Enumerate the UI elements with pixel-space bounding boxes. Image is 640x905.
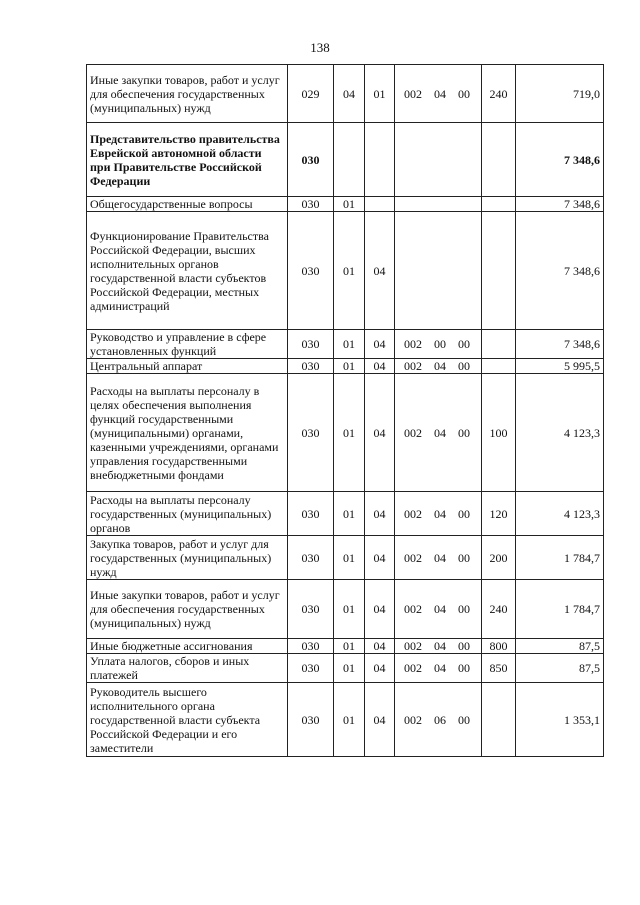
- row-name-cell: Руководство и управление в сфере установленных функций: [87, 330, 288, 359]
- ved-code-cell: 030: [288, 212, 334, 330]
- section-code-cell: 01: [334, 654, 365, 683]
- target-article-cell: [395, 536, 482, 580]
- table-row: [87, 374, 604, 492]
- table-row: [87, 197, 604, 212]
- target-article-cell: [395, 374, 482, 492]
- amount-cell: 1 353,1: [516, 683, 604, 757]
- row-name-cell: Закупка товаров, работ и услуг для государственных (муниципальных) нужд: [87, 536, 288, 580]
- budget-table: [86, 64, 604, 757]
- row-name-cell: Иные закупки товаров, работ и услуг для обеспечения государственных (муниципальных) нужд: [87, 580, 288, 639]
- amount-cell: 5 995,5: [516, 359, 604, 374]
- ved-code-cell: 030: [288, 359, 334, 374]
- row-name-cell: Расходы на выплаты персоналу государственных (муниципальных) органов: [87, 492, 288, 536]
- target-article-part: 04: [434, 506, 446, 521]
- expense-type-cell: 240: [482, 65, 516, 123]
- amount-cell: 7 348,6: [516, 212, 604, 330]
- subsection-code-cell: 04: [365, 580, 395, 639]
- target-article-part: 04: [434, 639, 446, 653]
- target-article-part: 04: [434, 86, 446, 101]
- amount-cell: 719,0: [516, 65, 604, 123]
- target-article-cell: [395, 492, 482, 536]
- subsection-code-cell: 04: [365, 359, 395, 374]
- expense-type-cell: [482, 330, 516, 359]
- target-article-part: 002: [404, 712, 422, 727]
- row-name-cell: Иные бюджетные ассигнования: [87, 639, 288, 654]
- ved-code-cell: 030: [288, 683, 334, 757]
- row-name-cell: Представительство правительства Еврейской автономной области при Правительстве Российской Федерации: [87, 123, 288, 197]
- section-code-cell: 01: [334, 359, 365, 374]
- target-article-part: 002: [404, 359, 422, 373]
- page-number: 138: [310, 40, 330, 55]
- table-row: [87, 492, 604, 536]
- section-code-cell: 01: [334, 374, 365, 492]
- target-article-cell: [395, 330, 482, 359]
- expense-type-cell: [482, 197, 516, 212]
- target-article-part: 00: [458, 639, 470, 653]
- amount-cell: 7 348,6: [516, 197, 604, 212]
- section-code-cell: 04: [334, 65, 365, 123]
- ved-code-cell: 030: [288, 123, 334, 197]
- expense-type-cell: 120: [482, 492, 516, 536]
- table-row: [87, 639, 604, 654]
- subsection-code-cell: 04: [365, 492, 395, 536]
- subsection-code-cell: [365, 123, 395, 197]
- target-article-part: 00: [458, 359, 470, 373]
- target-article-cell: [395, 683, 482, 757]
- row-name-cell: Расходы на выплаты персоналу в целях обеспечения выполнения функций государственными (муниципальными) органами, казенными учреждениями, органами управления государственными внебюджетными фондами: [87, 374, 288, 492]
- target-article-part: 06: [434, 712, 446, 727]
- table-row: [87, 65, 604, 123]
- target-article-part: 04: [434, 550, 446, 565]
- target-article-cell: [395, 65, 482, 123]
- target-article-part: 002: [404, 506, 422, 521]
- expense-type-cell: [482, 359, 516, 374]
- target-article-part: 00: [458, 550, 470, 565]
- expense-type-cell: [482, 683, 516, 757]
- section-code-cell: 01: [334, 197, 365, 212]
- budget-table-body: [87, 65, 604, 757]
- target-article-part: 04: [434, 602, 446, 616]
- expense-type-cell: 800: [482, 639, 516, 654]
- target-article-part: 00: [458, 86, 470, 101]
- target-article-cell: [395, 580, 482, 639]
- subsection-code-cell: 04: [365, 639, 395, 654]
- expense-type-cell: 100: [482, 374, 516, 492]
- section-code-cell: 01: [334, 580, 365, 639]
- target-article-part: 00: [458, 506, 470, 521]
- subsection-code-cell: 01: [365, 65, 395, 123]
- amount-cell: 4 123,3: [516, 492, 604, 536]
- ved-code-cell: 029: [288, 65, 334, 123]
- target-article-part: 002: [404, 550, 422, 565]
- subsection-code-cell: 04: [365, 374, 395, 492]
- ved-code-cell: 030: [288, 654, 334, 683]
- row-name-cell: Руководитель высшего исполнительного органа государственной власти субъекта Российской Федерации и его заместители: [87, 683, 288, 757]
- target-article-part: 00: [458, 661, 470, 675]
- section-code-cell: 01: [334, 639, 365, 654]
- section-code-cell: 01: [334, 683, 365, 757]
- target-article-part: 002: [404, 86, 422, 101]
- table-row: [87, 123, 604, 197]
- row-name-cell: Иные закупки товаров, работ и услуг для обеспечения государственных (муниципальных) нужд: [87, 65, 288, 123]
- row-name-cell: Центральный аппарат: [87, 359, 288, 374]
- target-article-part: 00: [458, 337, 470, 351]
- section-code-cell: 01: [334, 330, 365, 359]
- amount-cell: 1 784,7: [516, 536, 604, 580]
- section-code-cell: [334, 123, 365, 197]
- target-article-cell: [395, 639, 482, 654]
- amount-cell: 7 348,6: [516, 330, 604, 359]
- ved-code-cell: 030: [288, 330, 334, 359]
- subsection-code-cell: 04: [365, 536, 395, 580]
- table-row: [87, 654, 604, 683]
- section-code-cell: 01: [334, 212, 365, 330]
- expense-type-cell: 240: [482, 580, 516, 639]
- target-article-cell: [395, 197, 482, 212]
- target-article-part: 002: [404, 337, 422, 351]
- target-article-part: 04: [434, 425, 446, 440]
- ved-code-cell: 030: [288, 639, 334, 654]
- target-article-part: 00: [434, 337, 446, 351]
- amount-cell: 1 784,7: [516, 580, 604, 639]
- table-row: [87, 359, 604, 374]
- ved-code-cell: 030: [288, 197, 334, 212]
- expense-type-cell: [482, 123, 516, 197]
- expense-type-cell: 850: [482, 654, 516, 683]
- target-article-part: 04: [434, 359, 446, 373]
- target-article-part: 002: [404, 425, 422, 440]
- target-article-part: 00: [458, 425, 470, 440]
- target-article-cell: [395, 654, 482, 683]
- target-article-cell: [395, 212, 482, 330]
- table-row: [87, 212, 604, 330]
- section-code-cell: 01: [334, 492, 365, 536]
- ved-code-cell: 030: [288, 492, 334, 536]
- table-row: [87, 536, 604, 580]
- section-code-cell: 01: [334, 536, 365, 580]
- target-article-part: 002: [404, 602, 422, 616]
- row-name-cell: Функционирование Правительства Российской Федерации, высших исполнительных органов государственной власти субъектов Российской Федерации, местных администраций: [87, 212, 288, 330]
- target-article-part: 002: [404, 661, 422, 675]
- subsection-code-cell: [365, 197, 395, 212]
- subsection-code-cell: 04: [365, 330, 395, 359]
- target-article-cell: [395, 123, 482, 197]
- table-row: [87, 683, 604, 757]
- subsection-code-cell: 04: [365, 654, 395, 683]
- expense-type-cell: [482, 212, 516, 330]
- target-article-part: 00: [458, 712, 470, 727]
- amount-cell: 87,5: [516, 639, 604, 654]
- expense-type-cell: 200: [482, 536, 516, 580]
- ved-code-cell: 030: [288, 580, 334, 639]
- amount-cell: 87,5: [516, 654, 604, 683]
- target-article-part: 00: [458, 602, 470, 616]
- table-row: [87, 330, 604, 359]
- table-row: [87, 580, 604, 639]
- target-article-part: 002: [404, 639, 422, 653]
- row-name-cell: Общегосударственные вопросы: [87, 197, 288, 212]
- target-article-part: 04: [434, 661, 446, 675]
- ved-code-cell: 030: [288, 374, 334, 492]
- amount-cell: 7 348,6: [516, 123, 604, 197]
- subsection-code-cell: 04: [365, 212, 395, 330]
- ved-code-cell: 030: [288, 536, 334, 580]
- row-name-cell: Уплата налогов, сборов и иных платежей: [87, 654, 288, 683]
- amount-cell: 4 123,3: [516, 374, 604, 492]
- target-article-cell: [395, 359, 482, 374]
- subsection-code-cell: 04: [365, 683, 395, 757]
